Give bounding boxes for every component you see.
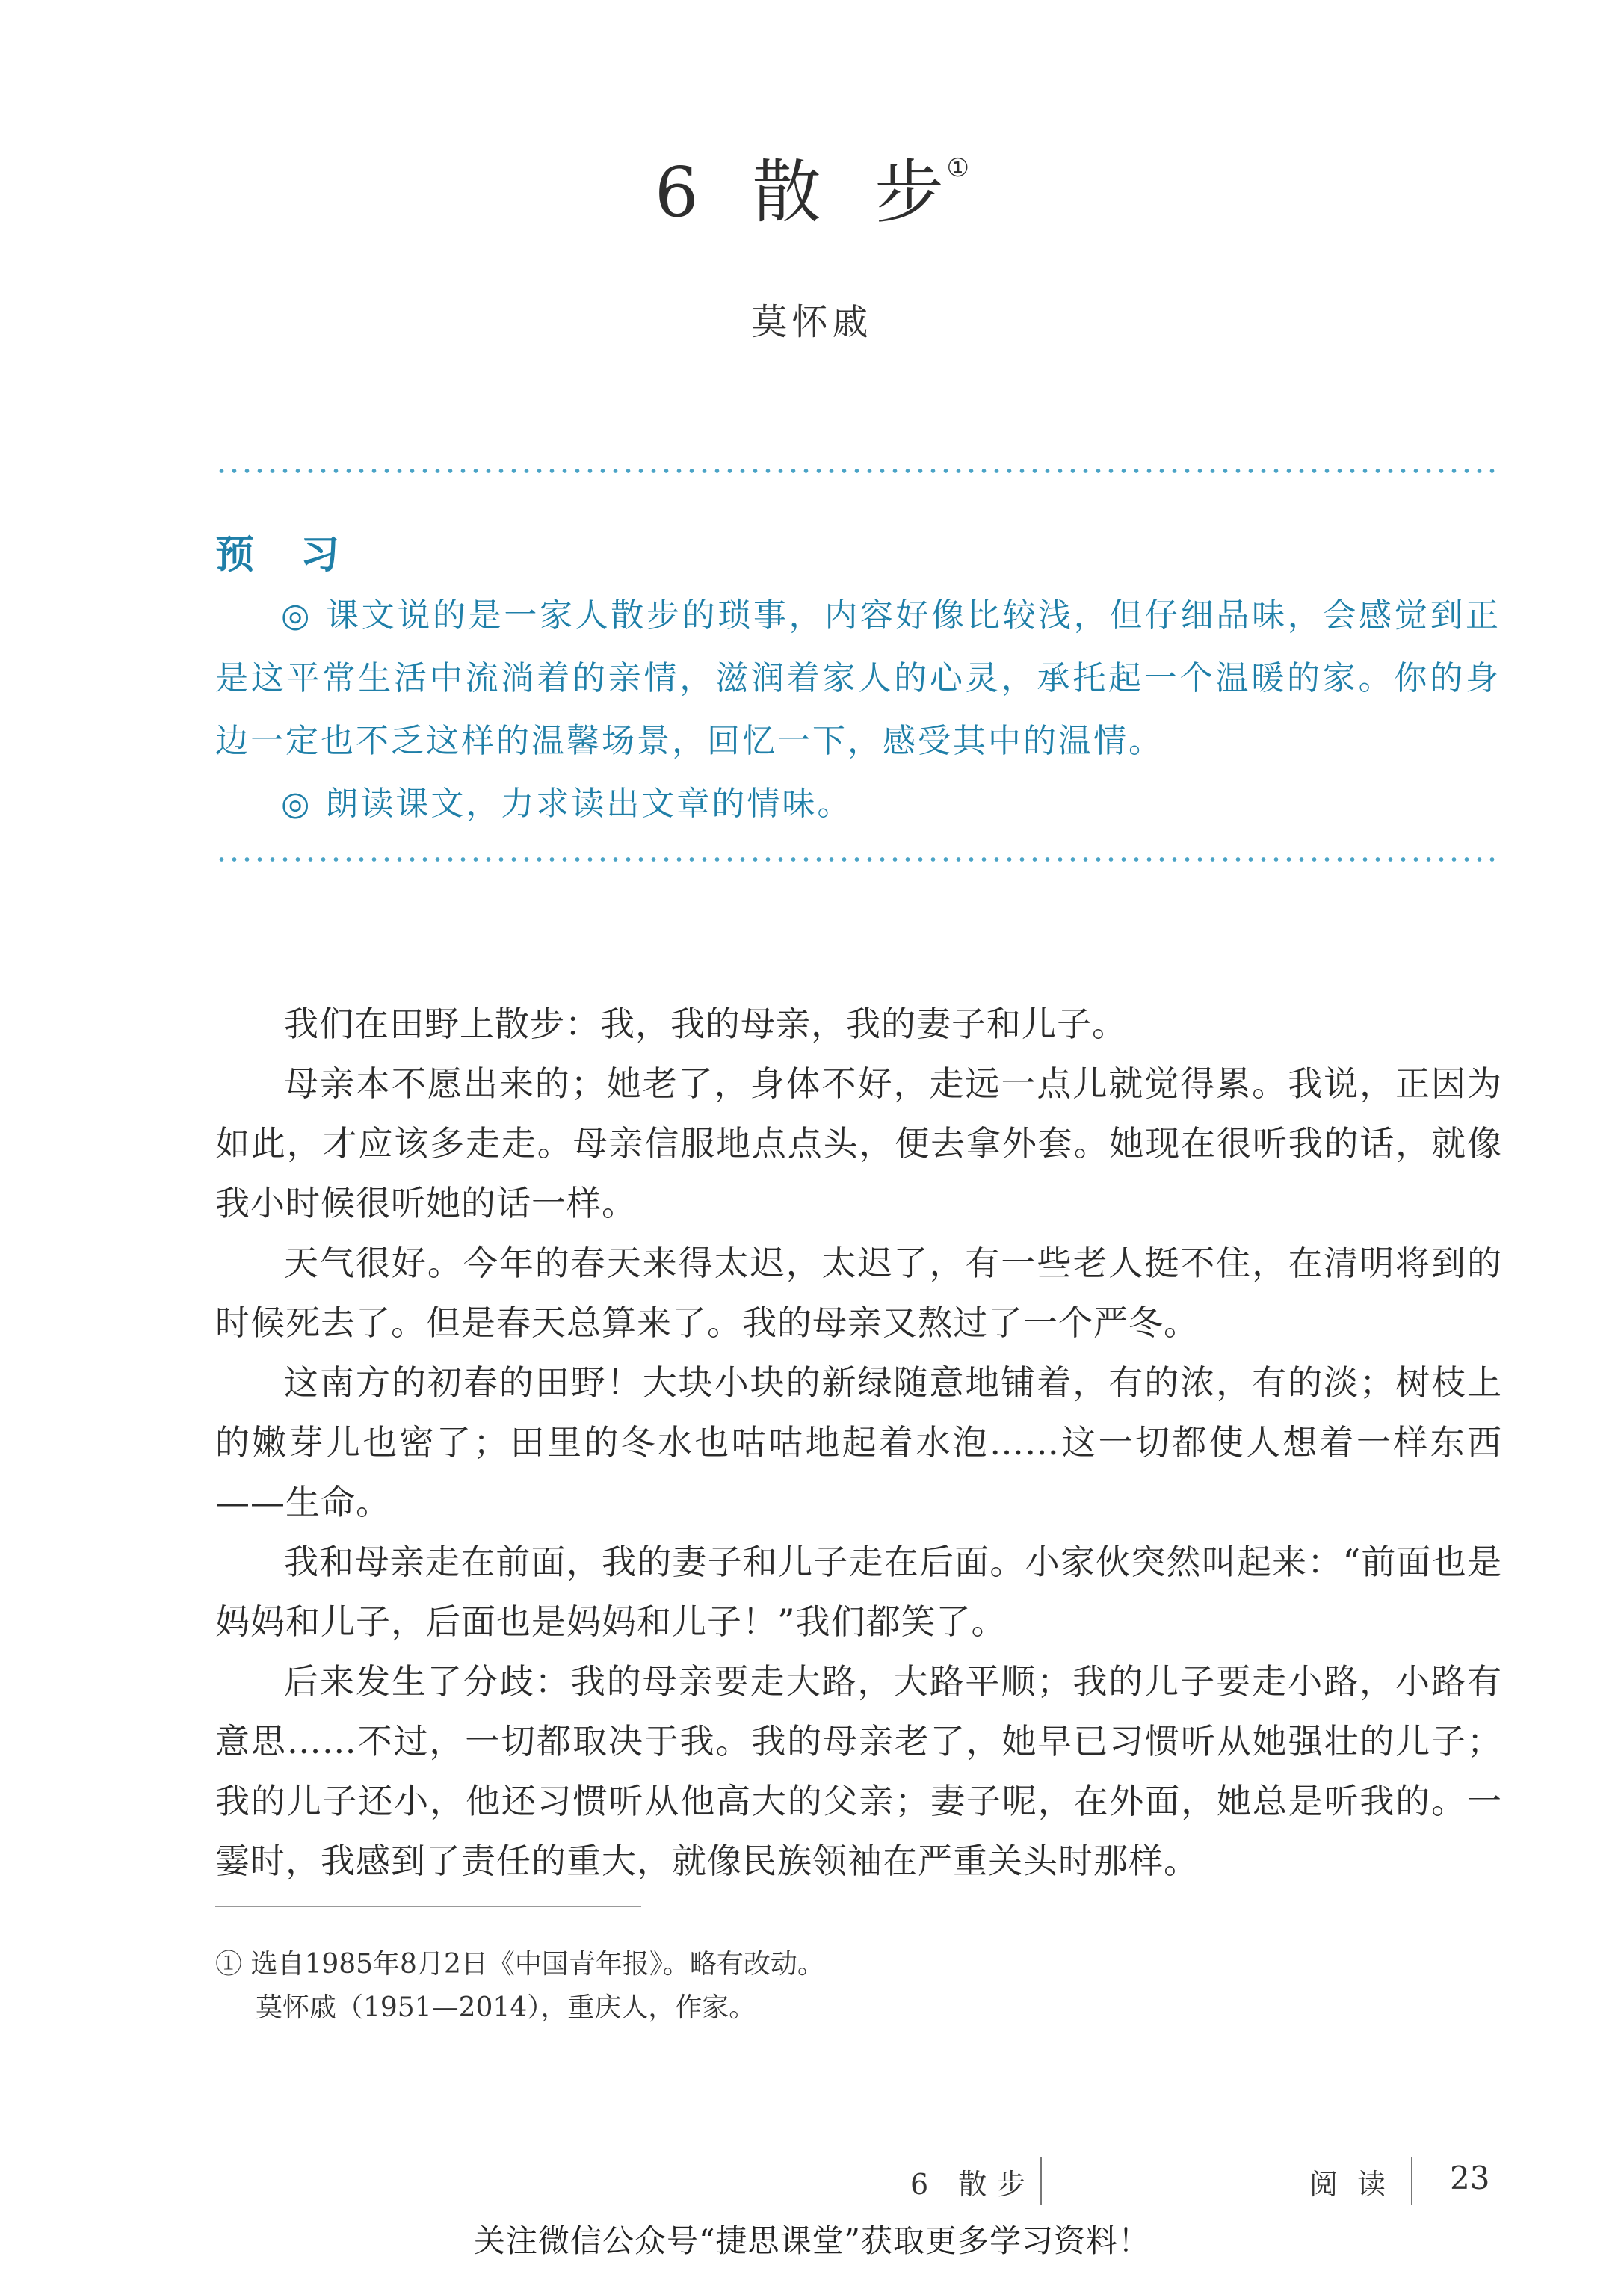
page-number: 23 — [1450, 2160, 1490, 2196]
footer-unit-label: 阅读 — [1309, 2168, 1406, 2201]
preview-heading: 预 习 — [215, 532, 356, 578]
lesson-title-char-1: 散 — [752, 152, 821, 232]
preview-item-text: 课文说的是一家人散步的琐事，内容好像比较浅，但仔细品味，会感觉到正是这平常生活中流淌着的亲情，滋润着家人的心灵，承托起一个温暖的家。你的身边一定也不乏这样的温馨场景，回忆一下，感受其中的温情。 — [215, 596, 1501, 760]
footnotes — [215, 1943, 1501, 2030]
lesson-title — [0, 152, 1624, 232]
body-paragraph: 天气很好。今年的春天来得太迟，太迟了，有一些老人挺不住，在清明将到的时候死去了。但是春天总算来了。我的母亲又熬过了一个严冬。 — [215, 1243, 1502, 1343]
body-paragraph: 母亲本不愿出来的；她老了，身体不好，走远一点儿就觉得累。我说，正因为如此，才应该多走走。母亲信服地点点头，便去拿外套。她现在很听我的话，就像我小时候很听她的话一样。 — [215, 1063, 1502, 1223]
body-paragraph: 我们在田野上散步：我，我的母亲，我的妻子和儿子。 — [284, 1004, 1127, 1044]
preview-box — [215, 584, 1501, 835]
footer-separator — [1040, 2157, 1042, 2205]
footer-section-title: 6 散步 — [910, 2168, 1037, 2201]
lesson-title-char-2: 步 — [874, 152, 944, 232]
preview-item — [215, 773, 1501, 835]
page-footer — [0, 2161, 1624, 2206]
body-paragraph: 后来发生了分歧：我的母亲要走大路，大路平顺；我的儿子要走小路，小路有意思……不过，一切都取决于我。我的母亲老了，她早已习惯听从她强壮的儿子；我的儿子还小，他还习惯听从他高大的父亲；妻子呢，在外面，她总是听我的。一霎时，我感到了责任的重大，就像民族领袖在严重关头时那样。 — [215, 1661, 1502, 1881]
preview-item — [215, 584, 1501, 773]
footnote-author-bio: 莫怀戚（1951—2014），重庆人，作家。 — [256, 1992, 756, 2023]
footnote-source: ① 选自1985年8月2日《中国青年报》。略有改动。 — [215, 1949, 824, 1980]
bullet-icon: ◎ — [281, 785, 312, 823]
title-footnote-marker[interactable]: ① — [946, 153, 970, 183]
footer-separator — [1411, 2157, 1412, 2205]
preview-item-text: 朗读课文，力求读出文章的情味。 — [325, 785, 853, 823]
lesson-body — [215, 994, 1502, 1891]
author-name: 莫怀戚 — [751, 301, 873, 343]
bullet-icon: ◎ — [281, 596, 313, 634]
lesson-number: 6 — [654, 152, 699, 232]
promo-banner: 关注微信公众号“捷思课堂”获取更多学习资料！ — [474, 2223, 1150, 2259]
preview-top-divider — [215, 468, 1501, 474]
body-paragraph: 这南方的初春的田野！大块小块的新绿随意地铺着，有的浓，有的淡；树枝上的嫩芽儿也密了；田里的冬水也咕咕地起着水泡……这一切都使人想着一样东西——生命。 — [215, 1362, 1502, 1522]
body-paragraph: 我和母亲走在前面，我的妻子和儿子走在后面。小家伙突然叫起来：“前面也是妈妈和儿子，后面也是妈妈和儿子！”我们都笑了。 — [215, 1542, 1502, 1642]
preview-bottom-divider — [215, 856, 1501, 862]
footnote-divider — [215, 1906, 641, 1907]
